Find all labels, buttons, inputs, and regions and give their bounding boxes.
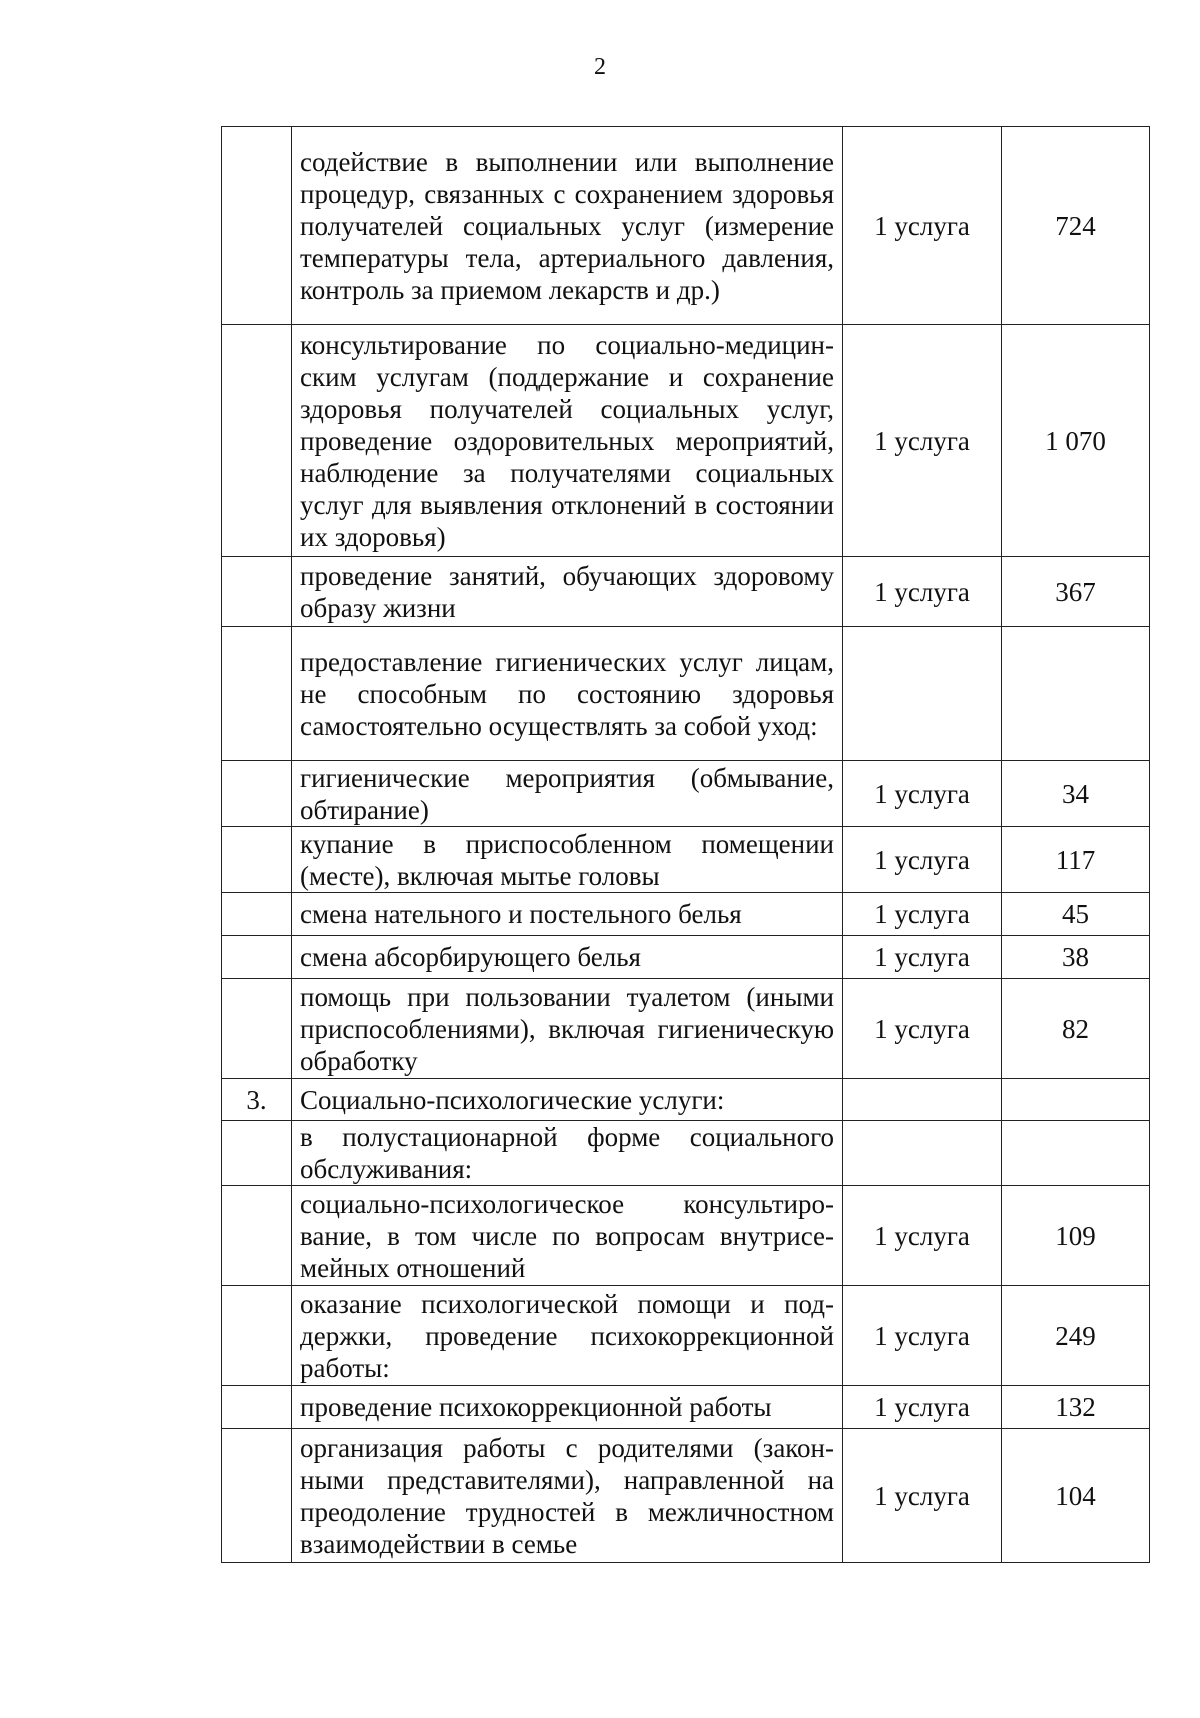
table-row [222, 761, 1150, 827]
row-number [222, 127, 292, 325]
service-unit: 1 услуга [843, 1386, 1002, 1429]
service-name: организация работы с родителями (законными представителями), направленной на преодоление трудностей в межличностном взаимодействии в семье [292, 1429, 843, 1563]
service-unit: 1 услуга [843, 127, 1002, 325]
service-price [1002, 627, 1150, 761]
service-name: содействие в выполнении или выполнение процедур, связанных с сохранением здоровья получателей социальных услуг (измерение температуры тела, артериального давления, контроль за приемом лекарств и др.) [292, 127, 843, 325]
table-row [222, 627, 1150, 761]
table-row [222, 1386, 1150, 1429]
service-name: смена нательного и постельного белья [292, 893, 843, 936]
service-price: 117 [1002, 827, 1150, 893]
service-price [1002, 1121, 1150, 1186]
service-price [1002, 1079, 1150, 1121]
service-name: оказание психологической помощи и поддержки, проведение психокоррекционной работы: [292, 1286, 843, 1386]
service-unit: 1 услуга [843, 1429, 1002, 1563]
row-number [222, 1121, 292, 1186]
services-table [221, 126, 1150, 1563]
service-price: 367 [1002, 557, 1150, 627]
row-number [222, 761, 292, 827]
service-name: в полустационарной форме социального обслуживания: [292, 1121, 843, 1186]
service-price: 38 [1002, 936, 1150, 979]
table-row [222, 127, 1150, 325]
row-number [222, 557, 292, 627]
service-price: 34 [1002, 761, 1150, 827]
service-unit [843, 1079, 1002, 1121]
service-unit: 1 услуга [843, 1286, 1002, 1386]
service-price: 1 070 [1002, 325, 1150, 557]
service-unit [843, 1121, 1002, 1186]
table-row [222, 1286, 1150, 1386]
table-row [222, 1079, 1150, 1121]
service-unit: 1 услуга [843, 761, 1002, 827]
service-unit [843, 627, 1002, 761]
service-price: 724 [1002, 127, 1150, 325]
table-row [222, 325, 1150, 557]
service-unit: 1 услуга [843, 936, 1002, 979]
row-number [222, 627, 292, 761]
service-name: гигиенические мероприятия (обмывание, обтирание) [292, 761, 843, 827]
row-number [222, 1429, 292, 1563]
service-name: Социально-психологические услуги: [292, 1079, 843, 1121]
row-number [222, 979, 292, 1079]
page-number: 2 [594, 54, 606, 80]
service-price: 109 [1002, 1186, 1150, 1286]
service-unit: 1 услуга [843, 827, 1002, 893]
service-name: проведение занятий, обучающих здоровому образу жизни [292, 557, 843, 627]
service-unit: 1 услуга [843, 557, 1002, 627]
table-row [222, 827, 1150, 893]
service-name: социально-психологическое консультирование, в том числе по вопросам внутрисемейных отношений [292, 1186, 843, 1286]
service-name: помощь при пользовании туалетом (иными приспособлениями), включая гигиеническую обработку [292, 979, 843, 1079]
row-number [222, 893, 292, 936]
row-number [222, 936, 292, 979]
service-price: 132 [1002, 1386, 1150, 1429]
service-name: купание в приспособленном помещении (месте), включая мытье головы [292, 827, 843, 893]
service-price: 249 [1002, 1286, 1150, 1386]
service-name: консультирование по социально-медицинским услугам (поддержание и сохранение здоровья получателей социальных услуг, проведение оздоровительных мероприятий, наблюдение за получателями социальных услуг для выявления отклонений в состоянии их здоровья) [292, 325, 843, 557]
service-price: 104 [1002, 1429, 1150, 1563]
row-number [222, 325, 292, 557]
service-unit: 1 услуга [843, 893, 1002, 936]
service-unit: 1 услуга [843, 1186, 1002, 1286]
service-name: смена абсорбирующего белья [292, 936, 843, 979]
row-number [222, 1386, 292, 1429]
row-number [222, 1186, 292, 1286]
row-number: 3. [222, 1079, 292, 1121]
table-row [222, 1186, 1150, 1286]
table-row [222, 936, 1150, 979]
service-unit: 1 услуга [843, 325, 1002, 557]
table-row [222, 1429, 1150, 1563]
row-number [222, 827, 292, 893]
service-price: 82 [1002, 979, 1150, 1079]
service-name: предоставление гигиенических услуг лицам, не способным по состоянию здоровья самостоятельно осуществлять за собой уход: [292, 627, 843, 761]
table-row [222, 1121, 1150, 1186]
service-unit: 1 услуга [843, 979, 1002, 1079]
table-row [222, 557, 1150, 627]
table-row [222, 979, 1150, 1079]
service-name: проведение психокоррекционной работы [292, 1386, 843, 1429]
table-row [222, 893, 1150, 936]
row-number [222, 1286, 292, 1386]
service-price: 45 [1002, 893, 1150, 936]
